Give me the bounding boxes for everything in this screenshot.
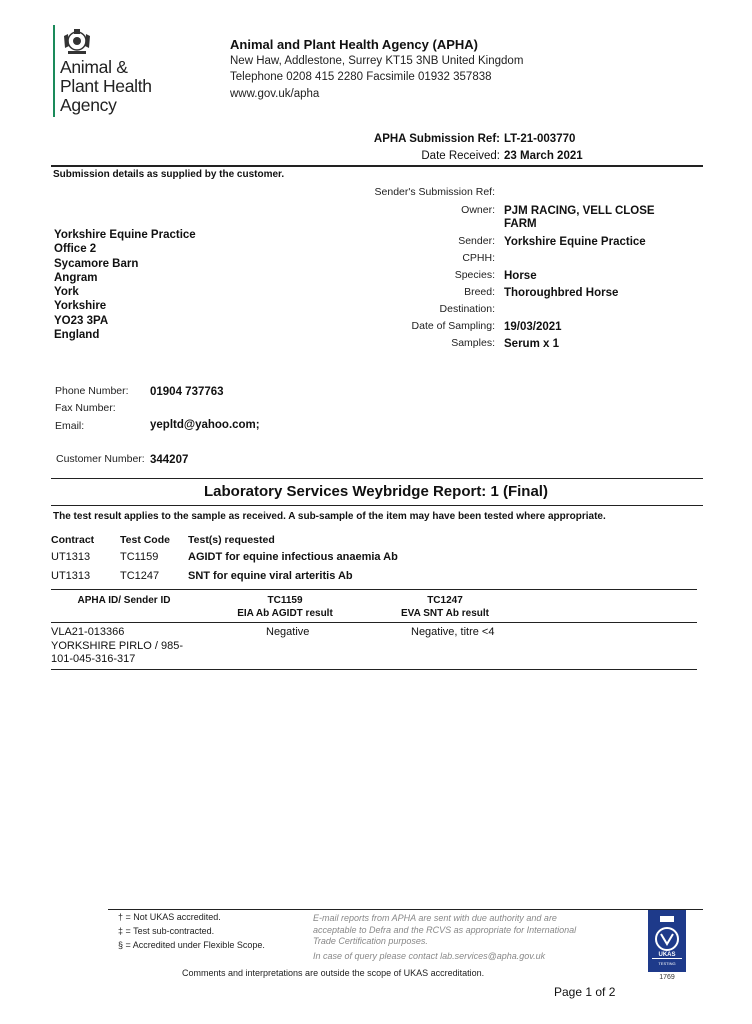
results-header-name: EIA Ab AGIDT result [237, 608, 333, 619]
submission-ref-value: LT-21-003770 [504, 133, 576, 145]
tests-header-requested: Test(s) requested [188, 534, 275, 546]
senders-ref-label: Sender's Submission Ref: [374, 186, 495, 198]
sender-id: YORKSHIRE PIRLO / 985- [51, 639, 184, 652]
sender-label: Sender: [458, 235, 495, 247]
logo-bar [53, 25, 55, 117]
submission-note: Submission details as supplied by the customer. [53, 169, 285, 180]
sample-id: VLA21-013366 [51, 626, 125, 638]
page-number: Page 1 of 2 [554, 985, 616, 999]
key-subcontracted: ‡ = Test sub-contracted. [118, 926, 215, 936]
address-line: Yorkshire Equine Practice [54, 229, 196, 241]
logo-line-1: Animal & [60, 57, 128, 77]
owner-value: PJM RACING, VELL CLOSE FARM [504, 205, 655, 230]
agency-website: www.gov.uk/apha [230, 88, 320, 100]
result-eia: Negative [266, 626, 310, 638]
test-row-contract: UT1313 [51, 551, 91, 563]
royal-crest-icon [60, 26, 94, 56]
test-row-name: AGIDT for equine infectious anaemia Ab [188, 551, 398, 563]
breed-label: Breed: [464, 286, 495, 298]
fax-label: Fax Number: [55, 402, 116, 414]
submission-ref-label: APHA Submission Ref: [373, 133, 500, 145]
ukas-sub-label: TESTING [658, 961, 676, 966]
agency-logo-text [60, 58, 152, 115]
key-not-ukas: † = Not UKAS accredited. [118, 912, 221, 922]
email-value[interactable]: yepltd@yahoo.com; [150, 419, 260, 431]
result-eva: Negative, titre <4 [411, 626, 495, 638]
email-note [313, 913, 613, 948]
results-header-code: TC1247 [427, 595, 463, 606]
sender-value: Yorkshire Equine Practice [504, 236, 646, 248]
results-header-rule [51, 622, 697, 623]
email-note-line: E-mail reports from APHA are sent with due authority and are [313, 913, 557, 923]
test-row-name: SNT for equine viral arteritis Ab [188, 570, 353, 582]
ukas-logo [648, 910, 686, 972]
destination-label: Destination: [439, 303, 495, 315]
address-line: YO23 3PA [54, 314, 109, 327]
phone-value: 01904 737763 [150, 386, 224, 398]
date-received-value: 23 March 2021 [504, 150, 583, 162]
sender-id-cont: 101-045-316-317 [51, 653, 136, 665]
key-flexible-scope: § = Accredited under Flexible Scope. [118, 940, 265, 950]
date-received-label: Date Received: [421, 150, 500, 162]
date-sampling-value: 19/03/2021 [504, 321, 562, 333]
address-line: Yorkshire [54, 300, 107, 313]
report-top-rule [51, 478, 703, 479]
address-line: England [54, 329, 100, 342]
address-line: York [54, 286, 79, 299]
report-applies-note: The test result applies to the sample as received. A sub-sample of the item may have been tested where appropriate. [53, 511, 606, 522]
test-row-contract: UT1313 [51, 570, 91, 582]
samples-value: Serum x 1 [504, 338, 559, 350]
report-bottom-rule [51, 505, 703, 506]
agency-name: Animal and Plant Health Agency (APHA) [230, 37, 478, 52]
species-value: Horse [504, 270, 537, 282]
results-header-tc1159 [220, 594, 350, 620]
address-line: Sycamore Barn [54, 257, 139, 270]
tests-header-code: Test Code [120, 534, 170, 546]
customer-address [54, 228, 196, 342]
footer-rule [108, 909, 703, 910]
logo-line-2: Plant Health [60, 76, 152, 96]
agency-address: New Haw, Addlestone, Surrey KT15 3NB United Kingdom [230, 55, 524, 67]
logo-line-3: Agency [60, 95, 117, 115]
test-row-code: TC1159 [120, 551, 159, 563]
agency-phone: Telephone 0208 415 2280 Facsimile 01932 357838 [230, 71, 492, 83]
address-line: Office 2 [54, 243, 97, 256]
results-header-tc1247 [380, 594, 510, 620]
results-header-id: APHA ID/ Sender ID [77, 595, 171, 606]
results-bottom-rule [51, 669, 697, 670]
header-divider [51, 165, 703, 167]
species-label: Species: [454, 269, 495, 281]
cphh-label: CPHH: [462, 252, 495, 264]
report-title: Laboratory Services Weybridge Report: 1 (Final) [204, 483, 548, 500]
customer-number-label: Customer Number: [56, 453, 145, 465]
email-note-line: Trade Certification purposes. [313, 936, 428, 946]
samples-label: Samples: [451, 337, 495, 349]
results-top-rule [51, 589, 697, 590]
email-note-line: acceptable to Defra and the RCVS as appropriate for International [313, 924, 577, 935]
breed-value: Thoroughbred Horse [504, 287, 619, 299]
date-sampling-label: Date of Sampling: [411, 320, 495, 332]
customer-number-value: 344207 [150, 454, 189, 466]
ukas-scope-note: Comments and interpretations are outside the scope of UKAS accreditation. [182, 968, 485, 978]
results-header-code: TC1159 [267, 595, 303, 606]
owner-label: Owner: [461, 204, 495, 216]
address-line: Angram [54, 271, 98, 284]
ukas-number: 1769 [659, 974, 675, 981]
test-row-code: TC1247 [120, 570, 160, 582]
results-row-id [51, 626, 183, 667]
results-header-name: EVA SNT Ab result [401, 608, 489, 619]
ukas-label: UKAS [658, 952, 676, 958]
tests-header-contract: Contract [51, 534, 95, 546]
email-label: Email: [55, 420, 85, 432]
phone-label: Phone Number: [55, 385, 129, 397]
query-contact[interactable]: In case of query please contact lab.services@apha.gov.uk [313, 951, 546, 961]
